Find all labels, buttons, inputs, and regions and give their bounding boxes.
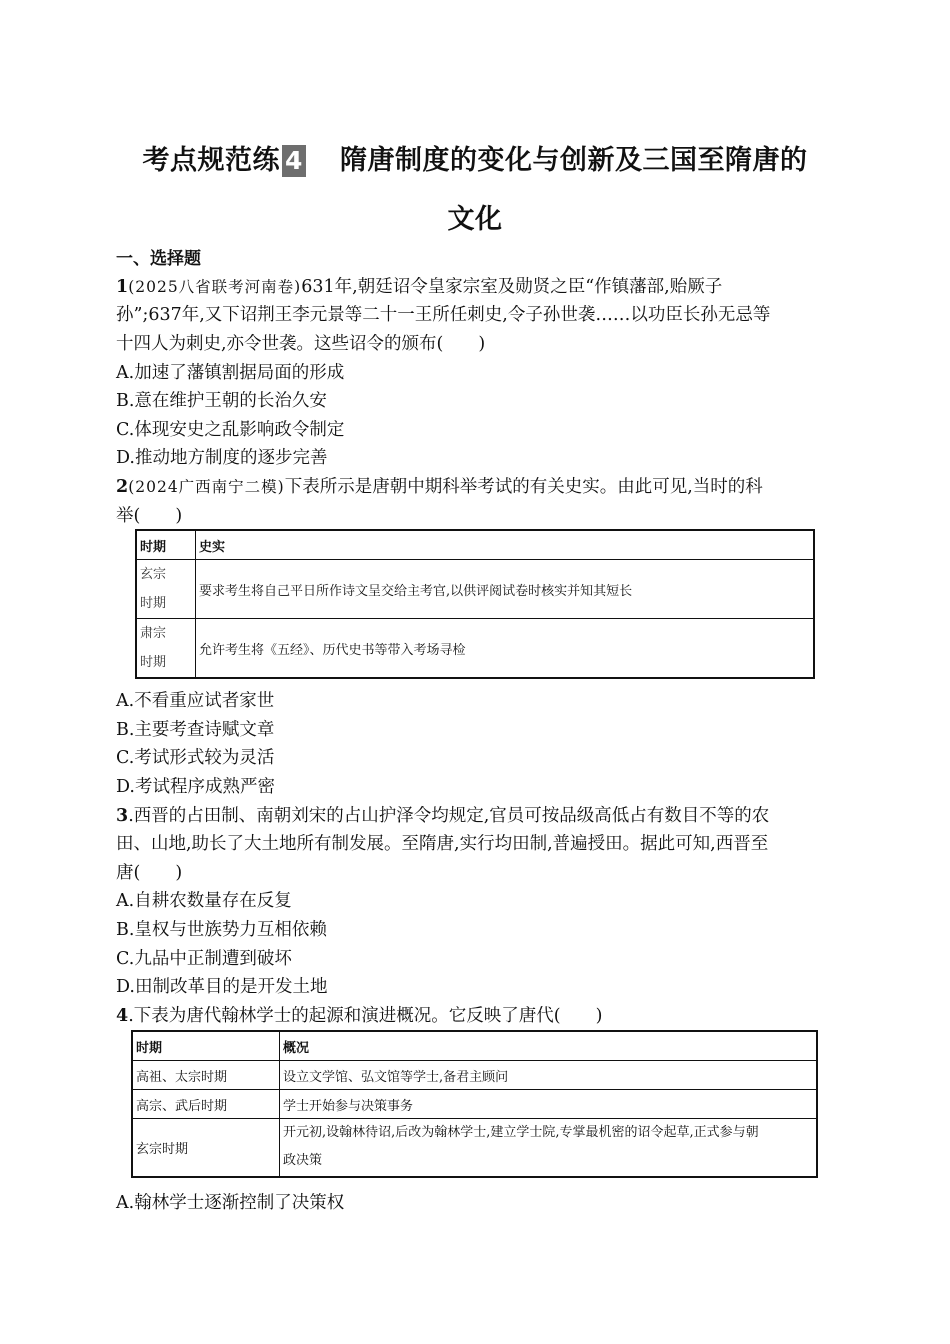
q2-option-b: B.主要考查诗赋文章 xyxy=(116,720,275,740)
q1-option-d: D.推动地方制度的逐步完善 xyxy=(116,448,328,468)
q3-number: 3 xyxy=(116,806,129,826)
table-row xyxy=(132,1061,817,1090)
q3-option-a: A.自耕农数量存在反复 xyxy=(116,891,292,911)
table-row xyxy=(132,1090,817,1119)
table-header-period: 时期 xyxy=(132,1031,280,1061)
q4-table xyxy=(131,1030,818,1178)
q4-option-a: A.翰林学士逐渐控制了决策权 xyxy=(116,1193,345,1213)
table-cell-period: 玄宗 时期 xyxy=(136,560,196,619)
table-cell-period: 玄宗时期 xyxy=(132,1119,280,1177)
q2-source: (2024广西南宁二模) xyxy=(128,478,285,496)
table-row xyxy=(136,619,814,679)
q4-number: 4 xyxy=(116,1006,129,1026)
q1-option-c: C.体现安史之乱影响政令制定 xyxy=(116,420,345,440)
table-cell-summary: 开元初,设翰林待诏,后改为翰林学士,建立学士院,专掌最机密的诏令起草,正式参与朝 政决策 xyxy=(280,1119,818,1177)
q1-number: 1 xyxy=(116,277,129,297)
q2-option-a: A.不看重应试者家世 xyxy=(116,691,275,711)
q3-stem-line3: 唐( ) xyxy=(116,863,183,883)
title-prefix: 考点规范练 xyxy=(142,145,281,176)
q1-stem-line1: 1(2025八省联考河南卷)631年,朝廷诏令皇家宗室及勋贤之臣“作镇藩部,贻厥子 xyxy=(116,277,723,297)
q1-source: (2025八省联考河南卷) xyxy=(128,278,302,296)
q2-option-d: D.考试程序成熟严密 xyxy=(116,777,275,797)
table-cell-period: 高宗、武后时期 xyxy=(132,1090,280,1119)
q3-option-b: B.皇权与世族势力互相依赖 xyxy=(116,920,327,940)
page-title-line2: 文化 xyxy=(447,204,503,235)
q3-option-d: D.田制改革目的是开发土地 xyxy=(116,977,328,997)
q3-stem-line1: 3.西晋的占田制、南朝刘宋的占山护泽令均规定,官员可按品级高低占有数目不等的农 xyxy=(116,806,770,826)
table-row xyxy=(136,560,814,619)
table-cell-period: 高祖、太宗时期 xyxy=(132,1061,280,1090)
q2-stem-line1: 2(2024广西南宁二模)下表所示是唐朝中期科举考试的有关史实。由此可见,当时的科 xyxy=(116,477,763,497)
table-header-period: 时期 xyxy=(136,530,196,560)
q2-number: 2 xyxy=(116,477,129,497)
table-header-row xyxy=(136,530,814,560)
q2-option-c: C.考试形式较为灵活 xyxy=(116,748,275,768)
q3-option-c: C.九品中正制遭到破坏 xyxy=(116,949,292,969)
table-row xyxy=(132,1119,817,1177)
title-text: 隋唐制度的变化与创新及三国至隋唐的 xyxy=(339,145,808,176)
table-cell-period: 肃宗 时期 xyxy=(136,619,196,679)
table-header-summary: 概况 xyxy=(280,1031,818,1061)
q1-stem-line2: 孙”;637年,又下诏荆王李元景等二十一王所任刺史,令子孙世袭……以功臣长孙无忌等 xyxy=(116,305,771,325)
q1-option-a: A.加速了藩镇割据局面的形成 xyxy=(116,363,345,383)
q3-stem-line2: 田、山地,助长了大土地所有制发展。至隋唐,实行均田制,普遍授田。据此可知,西晋至 xyxy=(116,834,769,854)
q1-option-b: B.意在维护王朝的长治久安 xyxy=(116,391,327,411)
table-header-row xyxy=(132,1031,817,1061)
q4-stem-line1: 4.下表为唐代翰林学士的起源和演进概况。它反映了唐代( ) xyxy=(116,1006,603,1026)
table-cell-fact: 允许考生将《五经》、历代史书等带入考场寻检 xyxy=(196,619,815,679)
table-header-fact: 史实 xyxy=(196,530,815,560)
table-cell-fact: 要求考生将自己平日所作诗文呈交给主考官,以供评阅试卷时核实并知其短长 xyxy=(196,560,815,619)
table-cell-summary: 设立文学馆、弘文馆等学士,备君主顾问 xyxy=(280,1061,818,1090)
q2-stem-line2: 举( ) xyxy=(116,506,183,526)
q1-stem-line3: 十四人为刺史,亦令世袭。这些诏令的颁布( ) xyxy=(116,334,486,354)
title-number-badge: 4 xyxy=(282,145,306,177)
table-cell-summary: 学士开始参与决策事务 xyxy=(280,1090,818,1119)
q2-table xyxy=(135,529,815,679)
section-heading: 一、选择题 xyxy=(116,249,201,269)
page-title xyxy=(0,138,950,177)
